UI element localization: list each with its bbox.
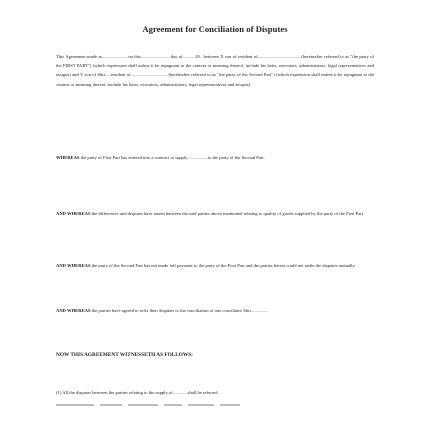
whereas-text-1: the party of First Part has entered into a contract to supply..................to the party of the Second Part. bbox=[79, 155, 265, 160]
opening-paragraph: This Agreement made at.......................on this..........................day of...........20.. between X son of resident of......................................(hereinafter referred to as "the party of the FIRST PART") (which expression shall unless it be repugnant to the context or meaning thereof, include his heirs, executors, administrators, legal representatives and assigns) and Y son of Shri.....resident of.................................(hereinafter referred to as "the party of the Second Part") (which expression shall unless it be repugnant to the context or meaning thereof, include his heirs, executors, administrators, legal representatives and assigns). bbox=[56, 54, 374, 87]
whereas-lead-2: AND WHEREAS bbox=[56, 211, 91, 216]
document-title: Agreement for Conciliation of Disputes bbox=[142, 24, 288, 34]
whereas-paragraph-1 bbox=[56, 153, 374, 162]
whereas-text-3: the party of the Second Part has not made full payment to the party of the First Part and the parties hereto could not settle the disputes mutually. bbox=[90, 263, 356, 268]
clause-1: (1) All the disputes between the parties relating to the supply of.............shall be referred bbox=[56, 390, 218, 395]
whereas-paragraph-3 bbox=[56, 261, 374, 270]
whereas-lead-4: AND WHEREAS bbox=[56, 308, 91, 313]
whereas-lead-1: WHEREAS bbox=[56, 155, 80, 160]
witnesseth-heading: NOW THIS AGREEMENT WITNESSETH AS FOLLOWS: bbox=[56, 352, 193, 358]
whereas-paragraph-2 bbox=[56, 209, 374, 218]
whereas-paragraph-4 bbox=[56, 306, 374, 315]
whereas-lead-3: AND WHEREAS bbox=[56, 263, 91, 268]
whereas-text-4: the parties have agreed to refer their disputes to the conciliation of one conciliator Shri............... bbox=[90, 308, 269, 313]
whereas-text-2: the differences and disputes have arisen between the said parties above mentioned relating to quality of goods supplied by the party of the First Part. bbox=[90, 211, 365, 216]
cut-off-text-line bbox=[56, 404, 256, 409]
